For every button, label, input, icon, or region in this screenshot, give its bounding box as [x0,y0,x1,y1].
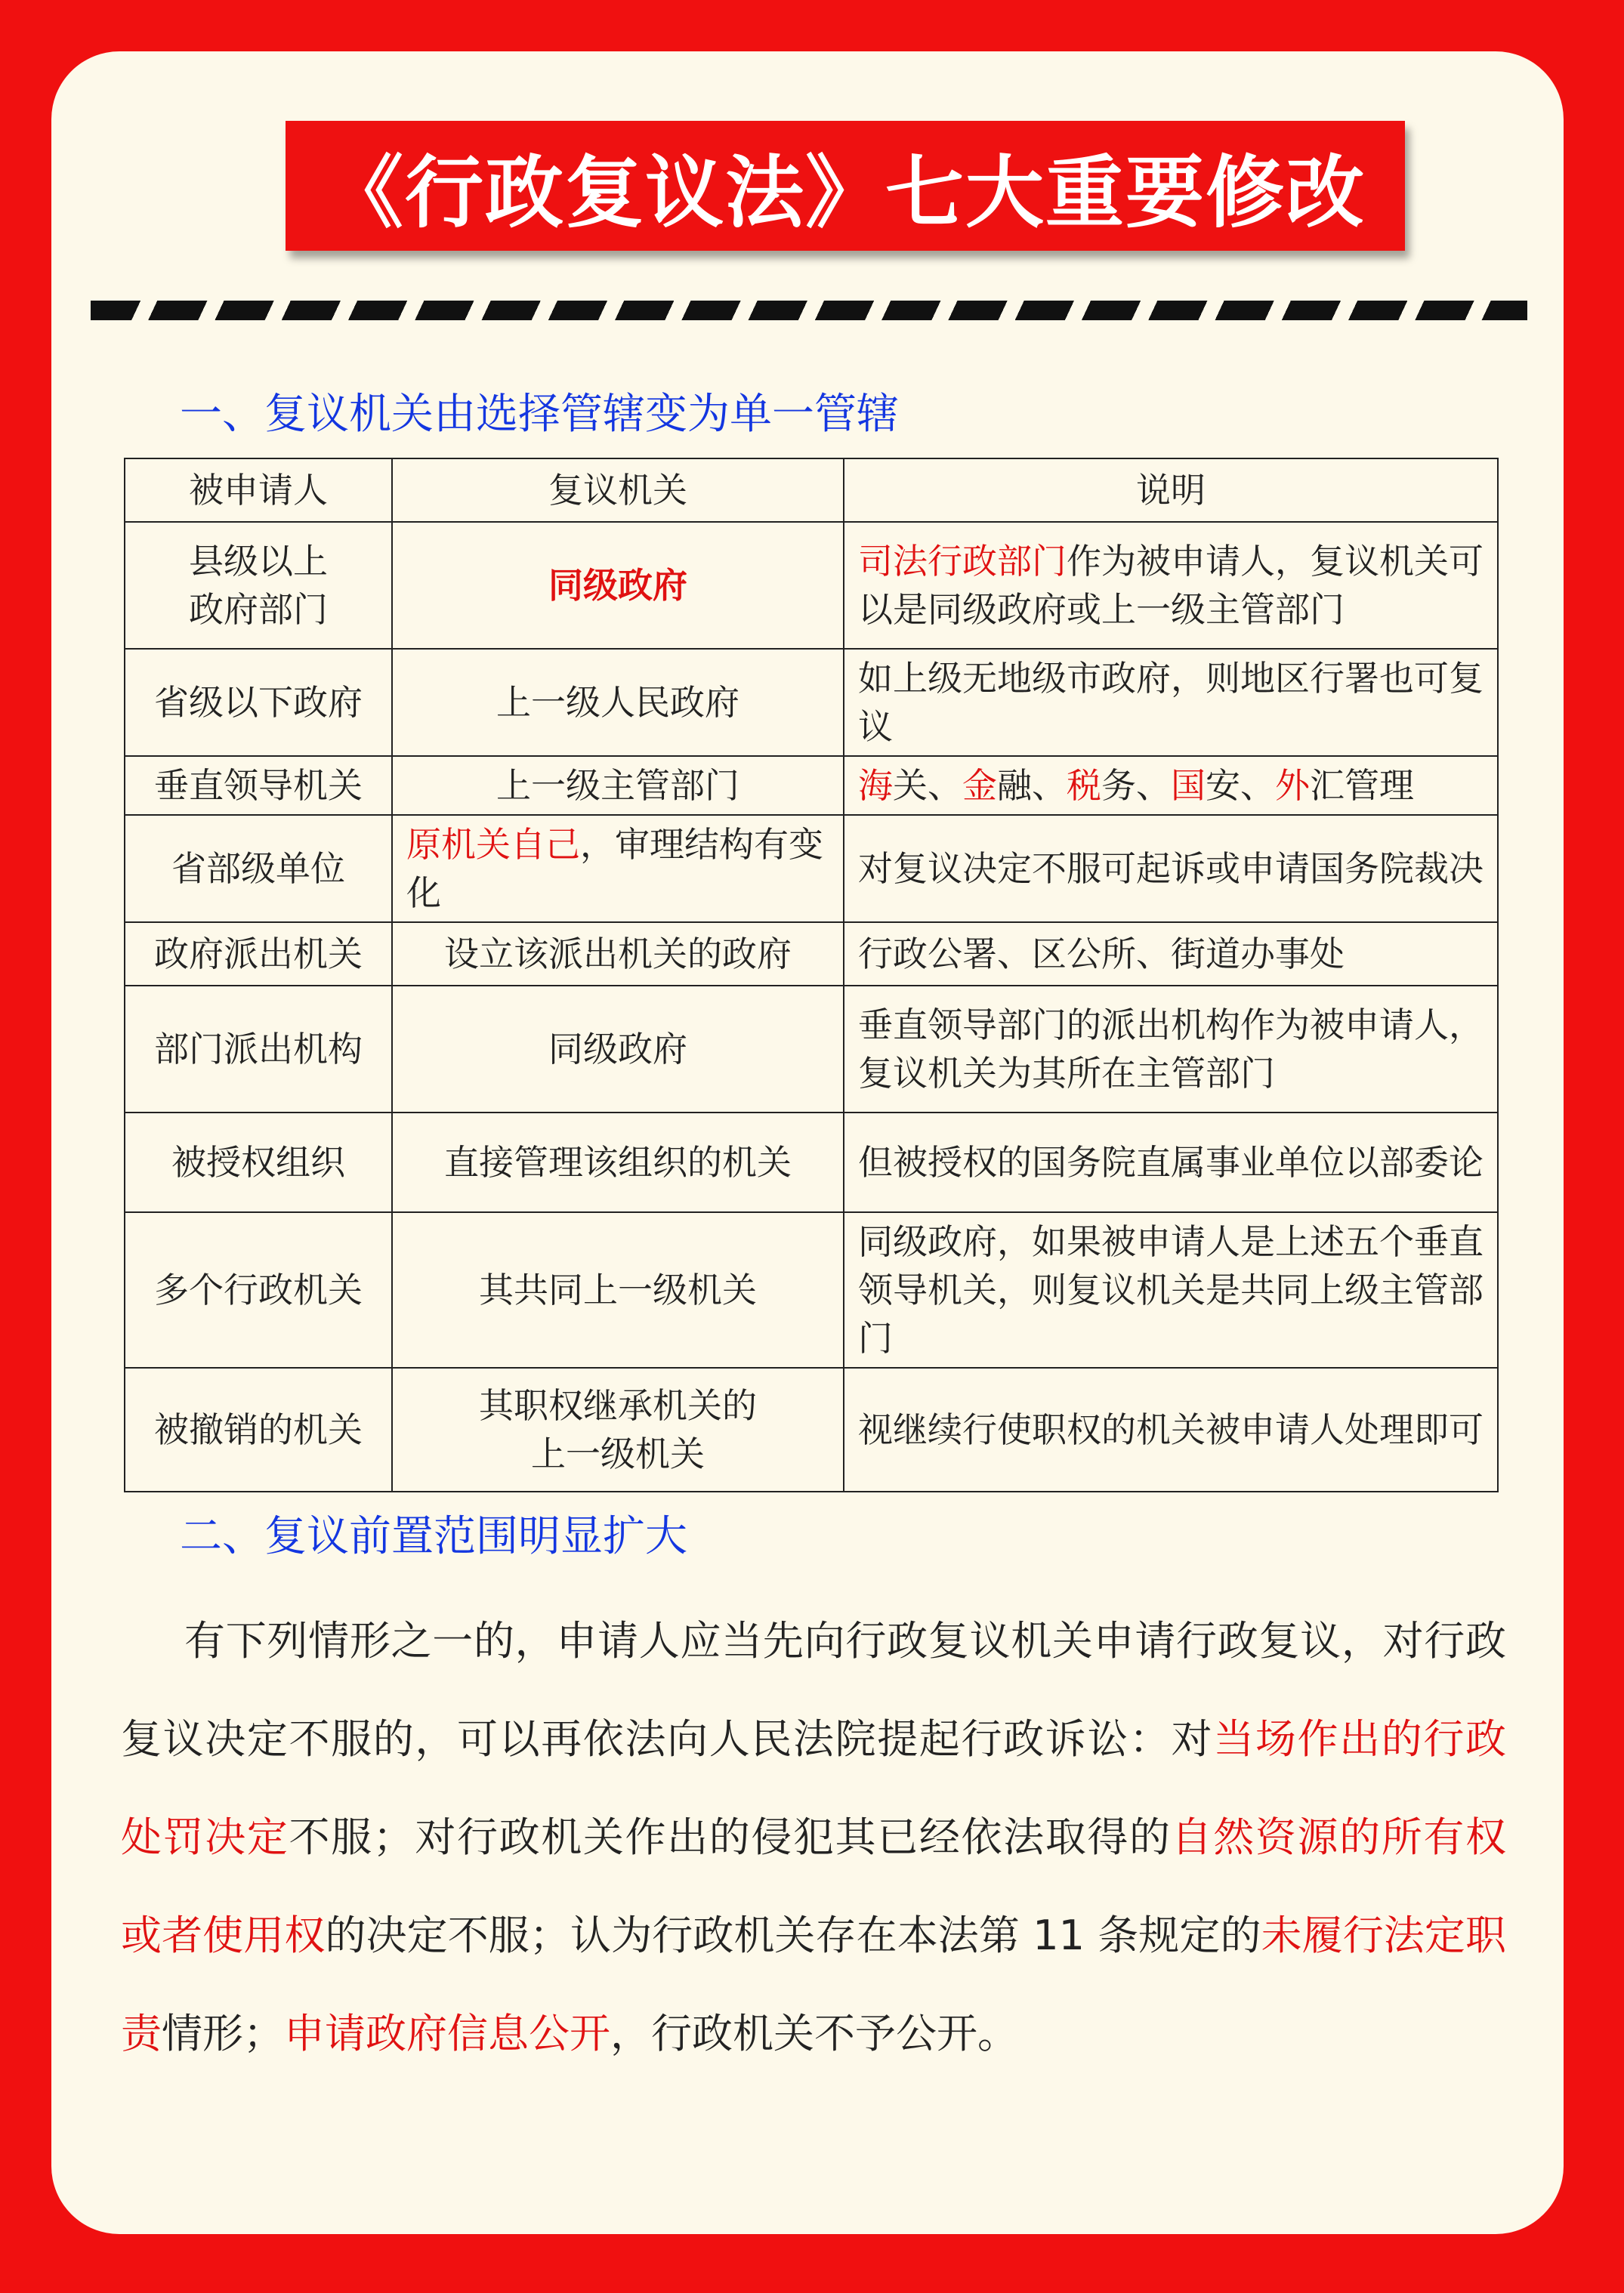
organ-line: 其职权继承机关的 [479,1385,757,1426]
respondent-cell: 多个行政机关 [125,1212,392,1368]
respondent-line: 县级以上 [189,541,328,582]
review-organ-cell: 同级政府 [392,522,844,649]
table-row [125,1368,1498,1492]
paragraph-highlight: 申请政府信息公开 [284,2010,610,2057]
page-title: 《行政复议法》七大重要修改 [286,121,1405,251]
respondent-cell: 政府派出机关 [125,922,392,986]
review-organ-cell [392,815,844,922]
paragraph-highlight: 自然资源的所有权或者使用权 [121,1813,1506,1959]
column-header-respondent: 被申请人 [125,458,392,522]
review-organ-cell: 设立该派出机关的政府 [392,922,844,986]
table-row [125,649,1498,756]
respondent-cell [125,522,392,649]
note-text: 安、 [1206,765,1275,806]
table-row [125,815,1498,922]
note-cell [844,756,1498,815]
note-cell: 视继续行使职权的机关被申请人处理即可 [844,1368,1498,1492]
paragraph-highlight: 未履行法定职责 [121,1912,1507,2057]
note-text: 务、 [1101,765,1171,806]
respondent-cell: 被撤销的机关 [125,1368,392,1492]
review-organ-cell: 同级政府 [392,986,844,1113]
note-text: 关、 [893,765,962,806]
table-row [125,922,1498,986]
note-cell: 对复议决定不服可起诉或申请国务院裁决 [844,815,1498,922]
column-header-review-organ: 复议机关 [392,458,844,522]
column-header-note: 说明 [844,458,1498,522]
table-row [125,756,1498,815]
review-organ-cell [392,1368,844,1492]
note-cell: 垂直领导部门的派出机构作为被申请人，复议机关为其所在主管部门 [844,986,1498,1113]
jurisdiction-table [124,458,1499,1492]
note-highlight: 司法行政部门 [858,541,1067,582]
respondent-cell: 垂直领导机关 [125,756,392,815]
table-row [125,522,1498,649]
respondent-cell: 部门派出机构 [125,986,392,1113]
organ-line: 上一级机关 [531,1434,705,1474]
paragraph-text: 情形； [162,2010,284,2057]
note-cell: 同级政府，如果被申请人是上述五个垂直领导机关，则复议机关是共同上级主管部门 [844,1212,1498,1368]
paragraph-text: 的决定不服；认为行政机关存在本法第 11 条规定的 [325,1912,1261,1959]
table-row [125,1212,1498,1368]
section2-paragraph [121,1592,1506,2083]
table-header-row [125,458,1498,522]
note-highlight: 税 [1067,765,1101,806]
respondent-cell: 被授权组织 [125,1113,392,1212]
note-text: 汇管理 [1310,765,1414,806]
note-highlight: 金 [962,765,997,806]
section2-heading: 二、复议前置范围明显扩大 [180,1512,687,1561]
paragraph-text: 不服；对行政机关作出的侵犯其已经依法取得的 [289,1813,1172,1861]
respondent-cell: 省级以下政府 [125,649,392,756]
note-highlight: 国 [1171,765,1206,806]
note-cell [844,522,1498,649]
paragraph-text: 有下列情形之一的，申请人应当先向行政复议机关申请行政复议，对行政复议决定不服的，可以再依法向人民法院提起行政诉讼：对 [121,1617,1506,1763]
note-highlight: 外 [1275,765,1310,806]
review-organ-cell: 上一级人民政府 [392,649,844,756]
note-cell: 行政公署、区公所、街道办事处 [844,922,1498,986]
note-text: 融、 [997,765,1067,806]
paragraph-highlight: 当场作出的行政处罚决定 [121,1715,1506,1861]
section1-heading: 一、复议机关由选择管辖变为单一管辖 [180,390,899,439]
respondent-cell: 省部级单位 [125,815,392,922]
note-cell: 如上级无地级市政府，则地区行署也可复议 [844,649,1498,756]
paragraph-text: ，行政机关不予公开。 [610,2010,1018,2057]
review-organ-cell: 直接管理该组织的机关 [392,1113,844,1212]
table-row [125,1113,1498,1212]
review-organ-cell: 其共同上一级机关 [392,1212,844,1368]
note-highlight: 海 [858,765,893,806]
table-row [125,986,1498,1113]
note-cell: 但被授权的国务院直属事业单位以部委论 [844,1113,1498,1212]
organ-highlight: 原机关自己 [406,824,580,865]
review-organ-cell: 上一级主管部门 [392,756,844,815]
note-text: 作为被申请人，复议机关可以是同级政府或上一级主管部门 [858,541,1484,630]
respondent-line: 政府部门 [189,589,328,630]
organ-text: ，审理结构有变化 [406,824,823,913]
decorative-divider [91,301,1527,320]
